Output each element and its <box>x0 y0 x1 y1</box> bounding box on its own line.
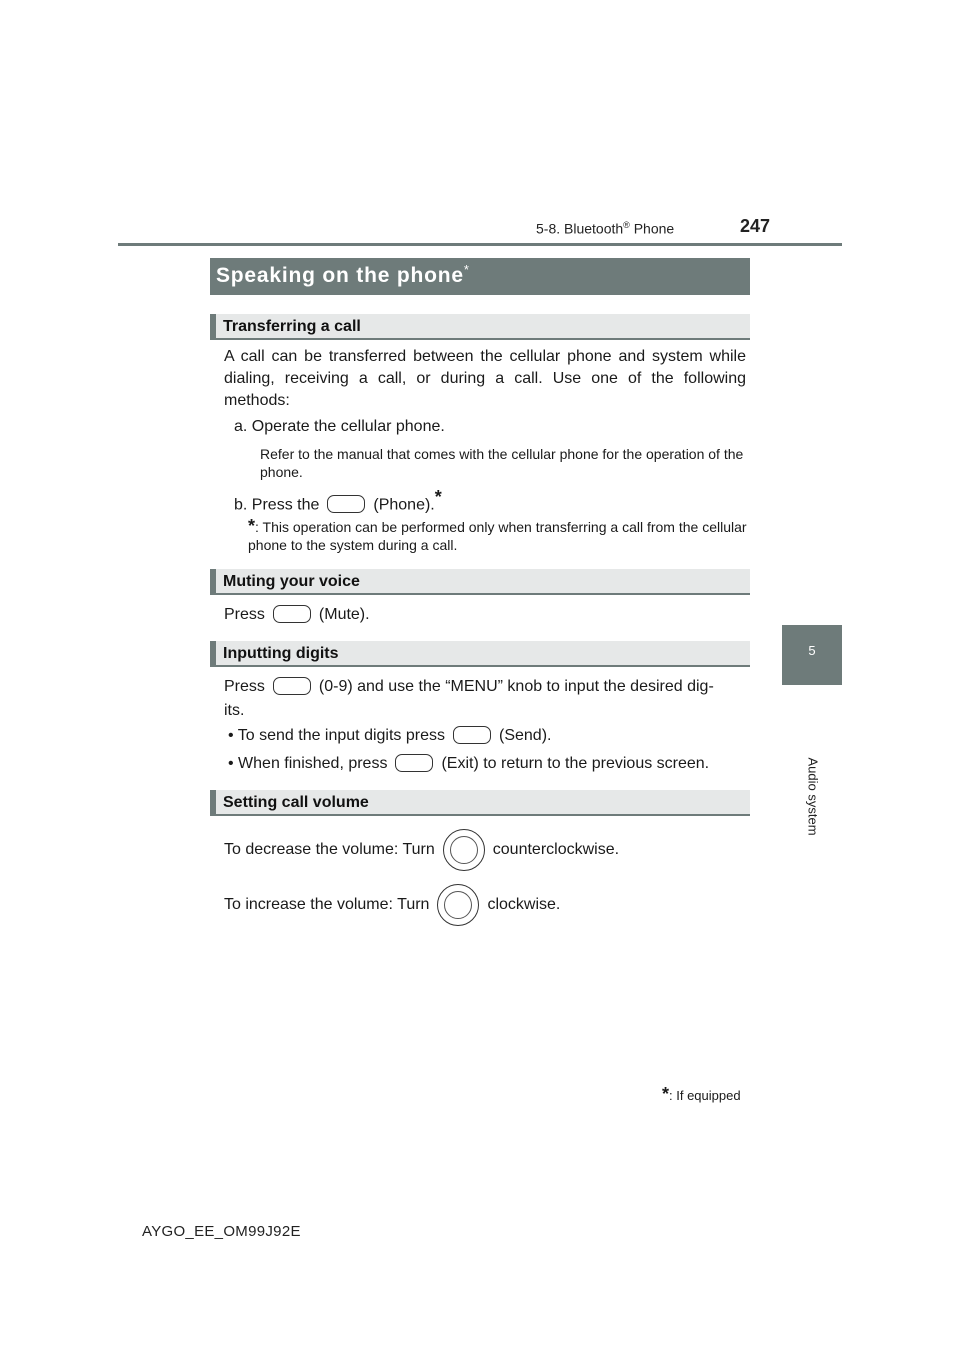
bullet1-post: (Send). <box>499 727 552 744</box>
registered-mark: ® <box>623 220 630 230</box>
digits-heading-text: Inputting digits <box>223 645 339 662</box>
transfer-item-b <box>234 486 442 516</box>
mute-pre: Press <box>224 606 265 623</box>
digits-heading <box>210 641 750 667</box>
exit-button-icon <box>395 754 433 772</box>
decrease-pre: To decrease the volume: Turn <box>224 841 435 859</box>
volume-heading <box>210 790 750 816</box>
volume-heading-text: Setting call volume <box>223 794 369 811</box>
footnote-text: : If equipped <box>669 1088 741 1103</box>
digits-bullet-exit <box>228 753 709 775</box>
item-b-asterisk: * <box>434 487 442 507</box>
digits-post-line2: its. <box>224 702 245 719</box>
chapter-tab <box>782 625 842 685</box>
page-number: 247 <box>740 216 771 236</box>
mute-heading <box>210 569 750 595</box>
title-asterisk: * <box>463 262 470 277</box>
digits-post-line1: (0-9) and use the “MENU” knob to input the desired dig- <box>318 678 714 695</box>
chapter-number: 5 <box>808 643 816 658</box>
note-asterisk: * <box>248 516 256 536</box>
chapter-label: Audio system <box>805 757 821 836</box>
footnote-asterisk: * <box>662 1084 670 1104</box>
digits-button-icon <box>273 677 311 695</box>
document-code: AYGO_EE_OM99J92E <box>142 1223 301 1240</box>
digits-bullet-send <box>228 725 551 747</box>
mute-heading-text: Muting your voice <box>223 573 360 590</box>
mute-post: (Mute). <box>318 606 370 623</box>
transfer-intro: A call can be transferred between the cellular phone and system while dialing, receiving a call, or during a call. Use one of the following methods: <box>224 348 746 409</box>
transfer-item-b-post: (Phone). <box>373 496 435 514</box>
section-suffix: Phone <box>629 220 675 237</box>
section-title <box>536 220 674 237</box>
transfer-heading <box>210 314 750 340</box>
transfer-note <box>248 517 748 554</box>
section-name: 5-8. Bluetooth <box>536 220 624 237</box>
transfer-item-a-note: Refer to the manual that comes with the cellular phone for the operation of the phone. <box>260 446 744 480</box>
mute-instruction <box>224 604 370 626</box>
send-button-icon <box>453 726 491 744</box>
page-title-text: Speaking on the phone <box>216 264 464 287</box>
bullet2-post: (Exit) to return to the previous screen. <box>441 755 710 772</box>
bullet1-pre: • To send the input digits press <box>228 727 445 744</box>
transfer-heading-text: Transferring a call <box>223 318 361 335</box>
page-title <box>216 262 470 288</box>
digits-pre: Press <box>224 678 265 695</box>
header-divider <box>118 243 842 246</box>
transfer-item-b-pre: b. Press the <box>234 496 320 514</box>
transfer-item-a: a. Operate the cellular phone. <box>234 418 445 435</box>
bullet2-pre: • When finished, press <box>228 755 388 772</box>
page-title-bar <box>210 258 750 295</box>
increase-pre: To increase the volume: Turn <box>224 896 430 914</box>
volume-decrease <box>224 829 619 871</box>
volume-knob-icon <box>443 829 485 871</box>
digits-instruction <box>224 676 748 698</box>
phone-button-icon <box>327 495 365 513</box>
decrease-post: counterclockwise. <box>492 841 620 859</box>
volume-increase <box>224 884 560 926</box>
transfer-note-text: : This operation can be performed only when transferring a call from the cellular phone to the system during a call. <box>248 519 747 553</box>
footnote <box>662 1085 741 1105</box>
mute-button-icon <box>273 605 311 623</box>
volume-knob-icon <box>437 884 479 926</box>
increase-post: clockwise. <box>487 896 561 914</box>
